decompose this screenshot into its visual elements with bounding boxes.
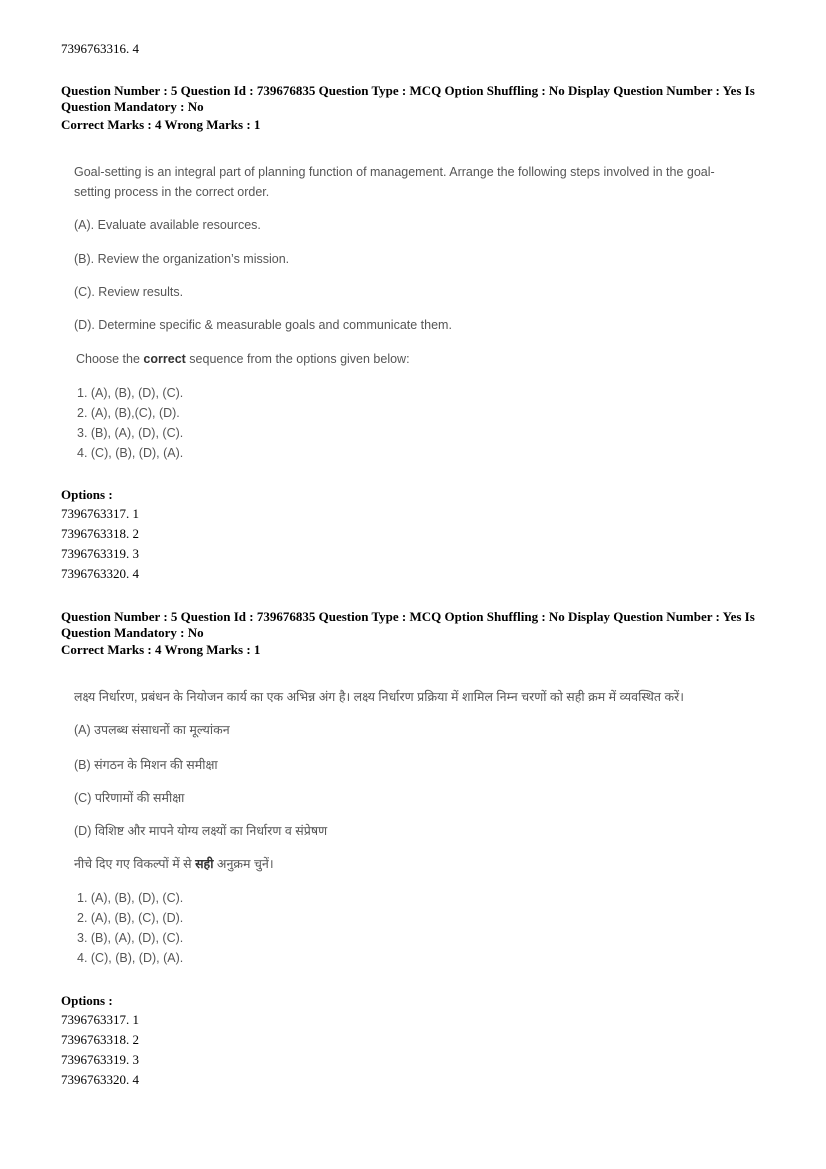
question-step: (D) विशिष्ट और मापने योग्य लक्ष्यों का निर्धारण व संप्रेषण — [74, 824, 328, 838]
option-id: 7396763317. 1 — [61, 506, 139, 521]
answer-choice: 1. (A), (B), (D), (C). — [77, 891, 184, 905]
question-step: (B) संगठन के मिशन की समीक्षा — [74, 758, 218, 772]
question-meta: Question Number : 5 Question Id : 739676835 Question Type : MCQ Option Shuffling : No Display Question Number : Yes Is Question Mandatory : No — [61, 83, 755, 114]
answer-choice: 2. (A), (B), (C), (D). — [77, 911, 184, 925]
emphasis: correct — [143, 352, 186, 366]
question-text: लक्ष्य निर्धारण, प्रबंधन के नियोजन कार्य का एक अभिन्न अंग है। लक्ष्य निर्धारण प्रक्रिया में शामिल निम्न चरणों को सही क्रम में व्यवस्थित करें। — [74, 690, 684, 704]
option-id: 7396763320. 4 — [61, 566, 139, 581]
question-meta: Question Number : 5 Question Id : 739676835 Question Type : MCQ Option Shuffling : No Display Question Number : Yes Is Question Mandatory : No — [61, 609, 755, 640]
question-text: Goal-setting is an integral part of planning function of management. Arrange the following steps involved in the goal- — [74, 165, 715, 179]
question-marks: Correct Marks : 4 Wrong Marks : 1 — [61, 117, 261, 132]
option-id: 7396763316. 4 — [61, 41, 139, 56]
question-instruction: नीचे दिए गए विकल्पों में से सही अनुक्रम चुनें। — [74, 857, 274, 871]
question-step: (D). Determine specific & measurable goals and communicate them. — [74, 318, 452, 332]
options-label: Options : — [61, 487, 113, 502]
option-id: 7396763318. 2 — [61, 1032, 139, 1047]
question-instruction: Choose the correct sequence from the options given below: — [76, 352, 410, 366]
question-step: (C). Review results. — [74, 285, 184, 299]
answer-choice: 1. (A), (B), (D), (C). — [77, 386, 184, 400]
answer-choice: 4. (C), (B), (D), (A). — [77, 446, 184, 460]
answer-choice: 3. (B), (A), (D), (C). — [77, 931, 184, 945]
question-step: (A). Evaluate available resources. — [74, 218, 261, 232]
option-id: 7396763319. 3 — [61, 546, 139, 561]
question-step: (A) उपलब्ध संसाधनों का मूल्यांकन — [74, 723, 230, 737]
options-label: Options : — [61, 993, 113, 1008]
answer-choice: 2. (A), (B),(C), (D). — [77, 406, 180, 420]
option-id: 7396763317. 1 — [61, 1012, 139, 1027]
question-marks: Correct Marks : 4 Wrong Marks : 1 — [61, 642, 261, 657]
option-id: 7396763318. 2 — [61, 526, 139, 541]
answer-choice: 4. (C), (B), (D), (A). — [77, 951, 184, 965]
option-id: 7396763320. 4 — [61, 1072, 139, 1087]
option-id: 7396763319. 3 — [61, 1052, 139, 1067]
question-text: setting process in the correct order. — [74, 185, 270, 199]
emphasis: सही — [195, 857, 214, 871]
answer-choice: 3. (B), (A), (D), (C). — [77, 426, 184, 440]
question-step: (B). Review the organization’s mission. — [74, 252, 290, 266]
question-step: (C) परिणामों की समीक्षा — [74, 791, 185, 805]
